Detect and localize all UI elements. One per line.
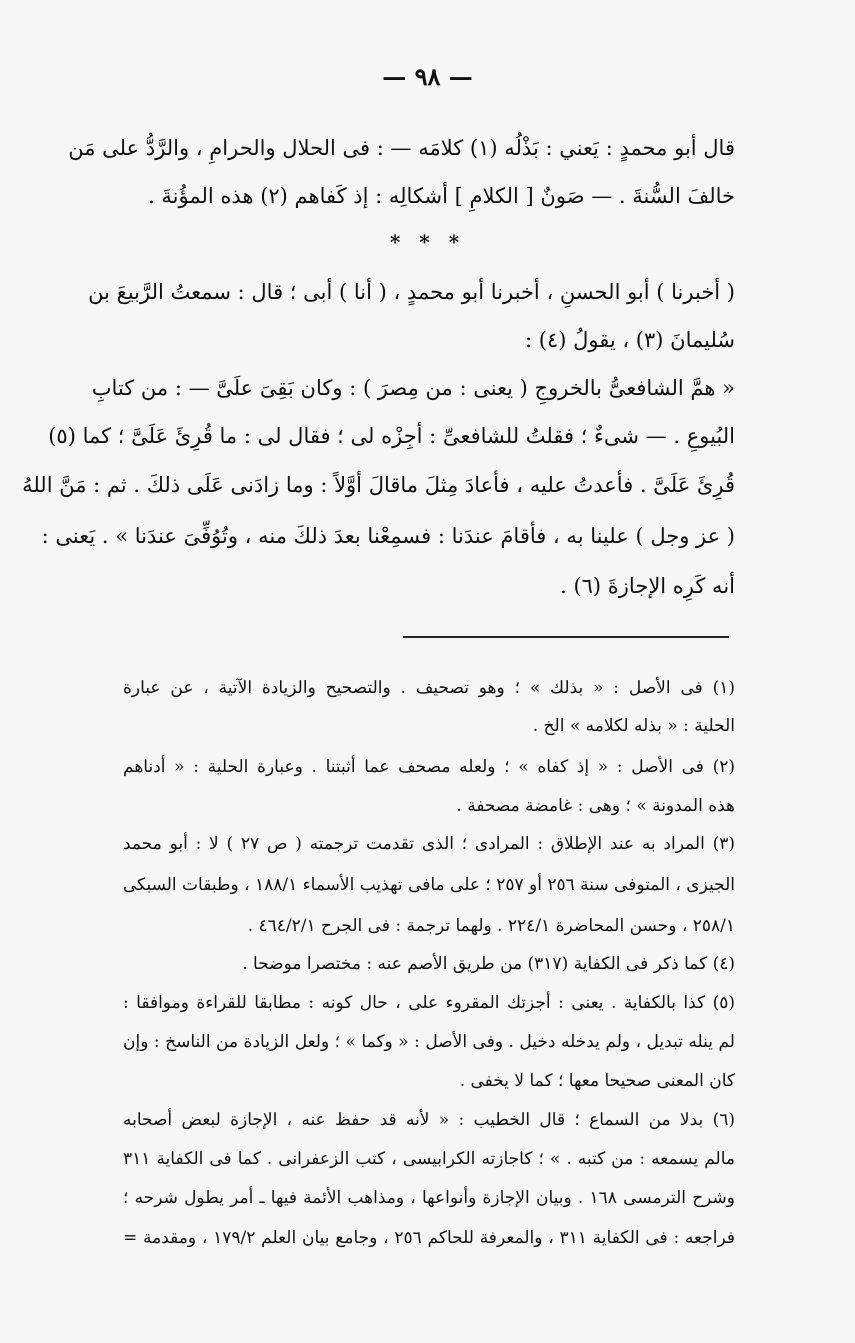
footnote-line: كان المعنى صحيحا معها ؛ كما لا يخفى . xyxy=(459,1071,735,1091)
footnote-line: هذه المدونة » ؛ وهى : غامضة مصحفة . xyxy=(456,796,735,816)
footnote-line: الجيزى ، المتوفى سنة ٢٥٦ أو ٢٥٧ ؛ على مافى تهذيب الأسماء ١٨٨/١ ، وطبقات السبكى xyxy=(122,875,735,895)
footnote-line: ٢٥٨/١ ، وحسن المحاضرة ٢٢٤/١ . ولهما ترجمة : فى الجرح ٤٦٤/٢/١ . xyxy=(247,916,735,936)
footnote-line: فراجعه : فى الكفاية ٣١١ ، والمعرفة للحاكم ٢٥٦ ، وجامع بيان العلم ١٧٩/٢ ، ومقدمة = xyxy=(123,1228,735,1248)
body-line: أنه كَرِه الإجازةَ (٦) . xyxy=(560,574,735,598)
body-line: قُرِئَ عَلَىَّ . فأعدتُ عليه ، فأعادَ مِثلَ ماقالَ أوَّلاً : وما زادَنى عَلَى ذلكَ . ثم : مَنَّ اللهُ xyxy=(22,473,735,497)
footnote-line: (٤) كما ذكر فى الكفاية (٣١٧) من طريق الأصم عنه : مختصرا موضحا . xyxy=(242,954,735,974)
body-line: ( أخبرنا ) أبو الحسنِ ، أخبرنا أبو محمدٍ ، ( أنا ) أبى ؛ قال : سمعتُ الرَّبيعَ بن xyxy=(88,280,735,304)
footnote-line: (٥) كذا بالكفاية . يعنى : أجزتك المقروء على ، حال كونه : مطابقا للقراءة وموافقا : xyxy=(123,993,735,1013)
footnote-divider xyxy=(403,636,729,638)
footnote-line: مالم يسمعه : من كتبه . » ؛ كاجازته الكرابيسى ، كتب الزعفرانى . كما فى الكفاية ٣١١ xyxy=(123,1149,735,1169)
footnote-line: الحلية : « بذله لكلامه » الخ . xyxy=(532,716,735,736)
footnote-line: وشرح الترمسى ١٦٨ . وبيان الإجازة وأنواعها ، ومذاهب الأئمة فيها ـ أمر يطول شرحه ؛ xyxy=(123,1188,736,1208)
body-line: « همَّ الشافعىُّ بالخروجِ ( يعنى : من مِصرَ ) : وكان بَقِىَ علَىَّ — : من كتابِ xyxy=(91,376,735,400)
body-line: خالفَ السُّنةَ . — صَونٌ [ الكلامِ ] أشكالِه : إذ كَفاهم (٢) هذه المؤُنةَ . xyxy=(148,184,735,208)
footnote-line: (٦) بدلا من السماع ؛ قال الخطيب : « لأنه قد حفظ عنه ، الإجازة لبعض أصحابه xyxy=(123,1110,735,1130)
footnote-line: (٣) المراد به عند الإطلاق : المرادى ؛ الذى تقدمت ترجمته ( ص ٢٧ ) لا : أبو محمد xyxy=(123,834,735,854)
body-line: قال أبو محمدٍ : يَعني : بَذْلُه (١) كلامَه — : فى الحلال والحرامِ ، والرَّدُّ على مَن xyxy=(68,136,735,160)
page-number: — ٩٨ — xyxy=(382,62,473,91)
body-line: ( عز وجل ) علينا به ، فأقامَ عندَنا : فسمِعْنا بعدَ ذلكَ منه ، وتُوُفِّىَ عندَنا » . يَعنى : xyxy=(41,524,735,548)
section-separator: * * * xyxy=(389,230,466,254)
footnote-line: لم ينله تبديل ، ولم يدخله دخيل . وفى الأصل : « وكما » ؛ ولعل الزيادة من الناسخ : وإن xyxy=(123,1032,735,1052)
footnote-line: (٢) فى الأصل : « إذ كفاه » ؛ ولعله مصحف عما أثبتنا . وعبارة الحلية : « أدناهم xyxy=(123,757,735,777)
body-line: البُيوعِ . — شىءٌ ؛ فقلتُ للشافعىِّ : أجِزْه لى ؛ فقال لى : ما قُرِئَ عَلَىَّ ؛ كما (٥) xyxy=(48,424,735,448)
body-line: سُليمانَ (٣) ، يقولُ (٤) : xyxy=(525,328,735,352)
footnote-line: (١) فى الأصل : « بذلك » ؛ وهو تصحيف . والتصحيح والزيادة الآتية ، عن عبارة xyxy=(123,678,735,698)
